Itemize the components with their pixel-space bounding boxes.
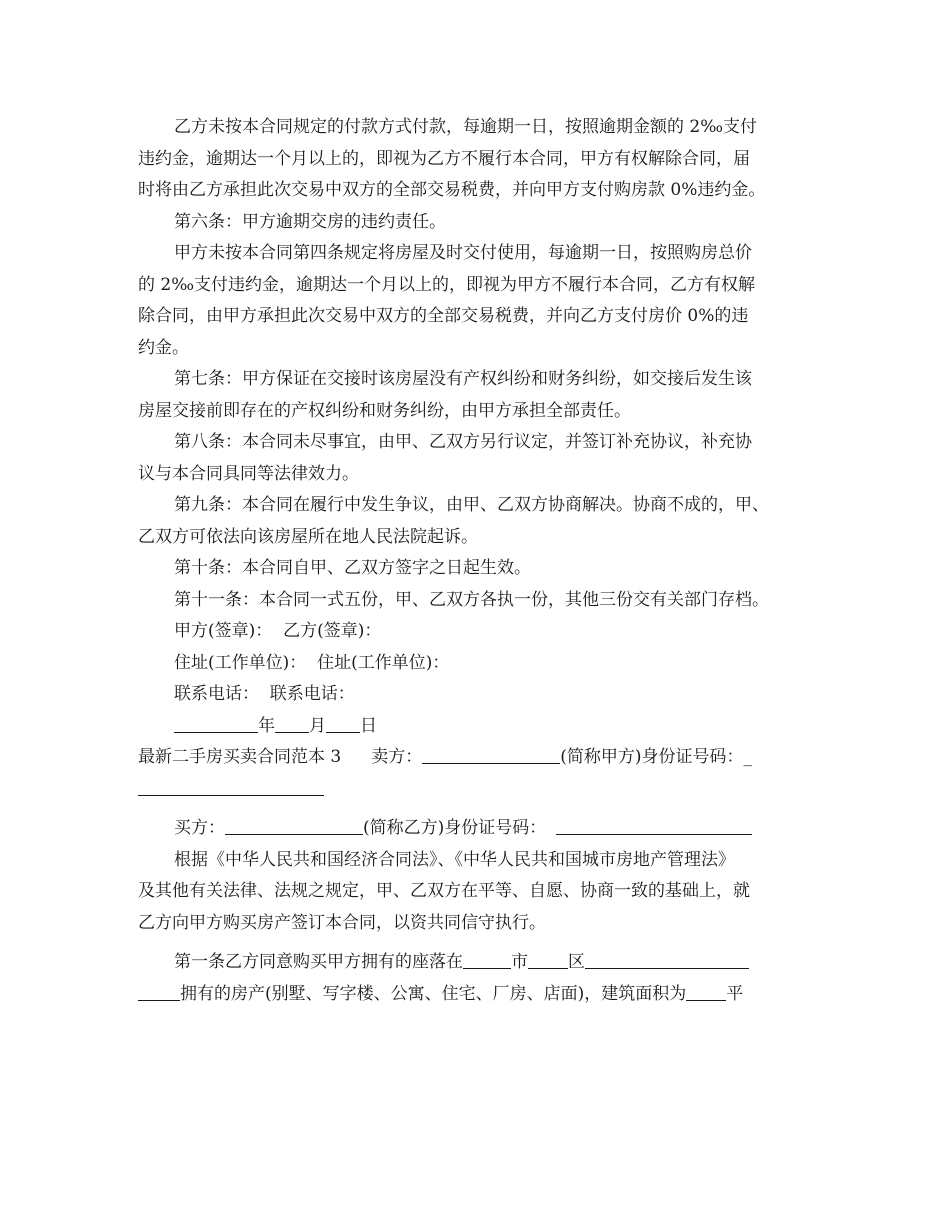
- day-label: 日: [360, 715, 377, 736]
- district-blank: [528, 950, 568, 969]
- contract-heading: 最新二手房买卖合同范本 3: [138, 747, 342, 767]
- city-blank: [463, 950, 511, 969]
- buyer-id-blank: [556, 816, 752, 835]
- year-label: 年: [258, 715, 275, 736]
- basis-paragraph: 根据《中华人民共和国经济合同法》、《中华人民共和国城市房地产管理法》: [174, 849, 735, 870]
- seller-note: (简称甲方)身份证号码：: [560, 747, 744, 767]
- paragraph-line: 违约金，逾期达一个月以上的，即视为乙方不履行本合同，甲方有权解除合同，届: [138, 148, 750, 169]
- month-blank: [275, 714, 309, 733]
- buyer-name-blank: [225, 816, 363, 835]
- paragraph-line: 乙方未按本合同规定的付款方式付款，每逾期一日，按照逾期金额的 2‰支付: [174, 117, 758, 137]
- paragraph-line: 的 2‰支付违约金，逾期达一个月以上的，即视为甲方不履行本合同，乙方有权解: [138, 274, 756, 295]
- seller-id-start: _: [743, 747, 752, 767]
- buyer-line: [138, 813, 814, 845]
- year-blank: [174, 714, 258, 733]
- buyer-note: (简称乙方)身份证号码：: [363, 818, 547, 838]
- paragraph-line: 议与本合同具同等法律效力。: [138, 463, 359, 484]
- paragraph-line: 约金。: [138, 337, 189, 358]
- area-blank: [686, 982, 726, 1001]
- paragraph-line: 房屋交接前即存在的产权纠纷和财务纠纷，由甲方承担全部责任。: [138, 400, 631, 421]
- signature-line: 甲方(签章)： 乙方(签章)：: [174, 621, 382, 641]
- paragraph-line: 时将由乙方承担此次交易中双方的全部交易税费，并向甲方支付购房款 0%违约金。: [138, 180, 766, 200]
- buyer-label: 买方：: [174, 818, 225, 838]
- city-label: 市: [511, 952, 528, 972]
- paragraph-line: 及其他有关法律、法规之规定，甲、乙双方在平等、自愿、协商一致的基础上，就: [138, 881, 750, 901]
- month-label: 月: [309, 715, 326, 736]
- article-11: 第十一条：本合同一式五份，甲、乙双方各执一份，其他三份交有关部门存档。: [174, 589, 769, 610]
- location-blank: [585, 950, 749, 969]
- seller-label: 卖方：: [371, 747, 423, 767]
- article-10: 第十条：本合同自甲、乙双方签字之日起生效。: [174, 558, 531, 578]
- seller-id-line: [138, 774, 814, 806]
- district-label: 区: [568, 952, 585, 972]
- paragraph-line: 甲方未按本合同第四条规定将房屋及时交付使用，每逾期一日，按照购房总价: [174, 243, 752, 263]
- contract-page: [138, 112, 814, 1010]
- seller-id-blank: [138, 777, 324, 796]
- article-1: [138, 947, 814, 979]
- paragraph-line: [138, 979, 814, 1011]
- paragraph-line: 乙双方可依法向该房屋所在地人民法院起诉。: [138, 526, 478, 547]
- article-1-text: 第一条乙方同意购买甲方拥有的座落在: [174, 952, 463, 972]
- paragraph-line: 乙方向甲方购买房产签订本合同，以资共同信守执行。: [138, 912, 546, 933]
- article-8: 第八条：本合同未尽事宜，由甲、乙双方另行议定，并签订补充协议，补充协: [174, 432, 752, 452]
- date-line: [138, 711, 814, 743]
- article-1-property: 拥有的房产(别墅、写字楼、公寓、住宅、厂房、店面)，建筑面积为: [180, 983, 687, 1004]
- article-9: 第九条：本合同在履行中发生争议，由甲、乙双方协商解决。协商不成的，甲、: [174, 495, 769, 515]
- seller-line: [138, 742, 814, 774]
- day-blank: [326, 714, 360, 733]
- article-6-title: 第六条：甲方逾期交房的违约责任。: [174, 211, 446, 232]
- phone-line: 联系电话： 联系电话：: [174, 684, 355, 704]
- location-blank-continued: [138, 982, 180, 1001]
- address-line: 住址(工作单位)： 住址(工作单位)：: [174, 652, 450, 673]
- paragraph-line: 除合同，由甲方承担此次交易中双方的全部交易税费，并向乙方支付房价 0%的违: [138, 306, 749, 326]
- area-unit: 平: [726, 983, 744, 1004]
- article-7: 第七条：甲方保证在交接时该房屋没有产权纠纷和财务纠纷，如交接后发生该: [174, 369, 752, 389]
- seller-name-blank: [422, 745, 560, 764]
